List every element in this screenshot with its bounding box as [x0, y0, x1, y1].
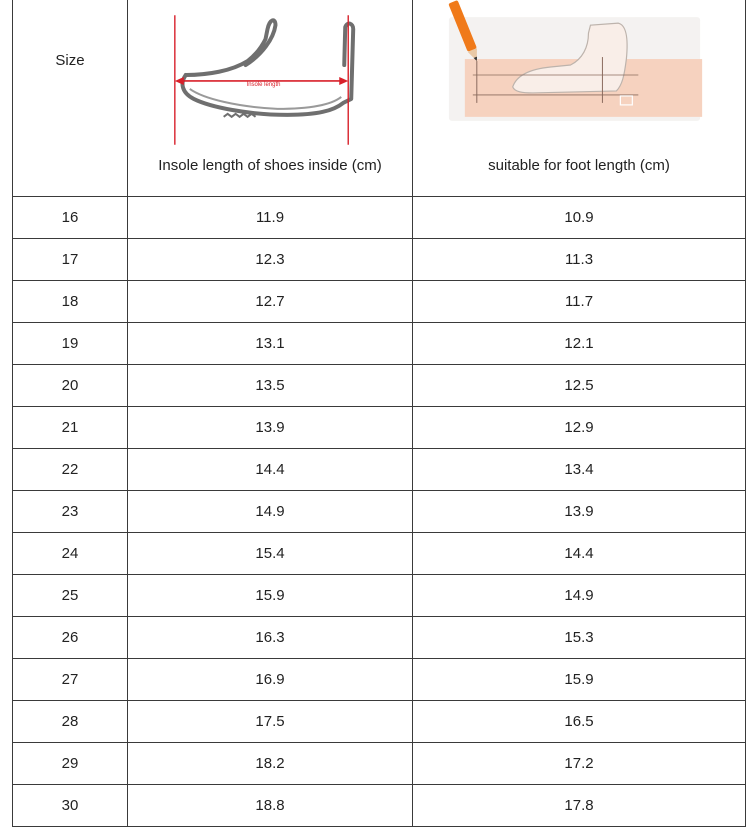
- foot-length-cell: 13.4: [413, 449, 746, 491]
- insole-header-cell: [128, 0, 413, 197]
- size-cell: 23: [13, 491, 128, 533]
- shoe-insole-diagram-icon: [128, 0, 412, 149]
- table-row: [13, 239, 746, 281]
- foot-length-cell: 15.3: [413, 617, 746, 659]
- foot-length-cell: 11.7: [413, 281, 746, 323]
- foot-length-cell: 14.9: [413, 575, 746, 617]
- insole-length-cell: 11.9: [128, 197, 413, 239]
- foot-length-cell: 17.8: [413, 785, 746, 827]
- foot-length-cell: 15.9: [413, 659, 746, 701]
- size-header-cell: [13, 0, 128, 197]
- insole-length-cell: 18.2: [128, 743, 413, 785]
- size-chart-table: [12, 0, 746, 827]
- size-cell: 17: [13, 239, 128, 281]
- table-row: [13, 491, 746, 533]
- table-row: [13, 743, 746, 785]
- foot-length-cell: 14.4: [413, 533, 746, 575]
- insole-length-cell: 16.9: [128, 659, 413, 701]
- foot-length-cell: 12.1: [413, 323, 746, 365]
- insole-length-cell: 14.4: [128, 449, 413, 491]
- size-cell: 29: [13, 743, 128, 785]
- foot-length-cell: 17.2: [413, 743, 746, 785]
- insole-length-cell: 13.1: [128, 323, 413, 365]
- foot-length-cell: 12.9: [413, 407, 746, 449]
- table-row: [13, 701, 746, 743]
- insole-length-cell: 13.5: [128, 365, 413, 407]
- size-cell: 16: [13, 197, 128, 239]
- header-row: [13, 0, 746, 197]
- foot-header-cell: [413, 0, 746, 197]
- table-row: [13, 617, 746, 659]
- foot-length-cell: 13.9: [413, 491, 746, 533]
- insole-length-cell: 18.8: [128, 785, 413, 827]
- size-header: Size: [55, 51, 85, 69]
- size-cell: 30: [13, 785, 128, 827]
- insole-length-diagram-label: Insole length: [246, 81, 281, 88]
- insole-length-cell: 12.7: [128, 281, 413, 323]
- insole-length-header: Insole length of shoes inside (cm): [158, 157, 382, 174]
- table-row: [13, 575, 746, 617]
- size-cell: 18: [13, 281, 128, 323]
- insole-length-cell: 15.4: [128, 533, 413, 575]
- foot-length-cell: 11.3: [413, 239, 746, 281]
- size-cell: 25: [13, 575, 128, 617]
- table-row: [13, 785, 746, 827]
- insole-length-cell: 14.9: [128, 491, 413, 533]
- insole-length-cell: 16.3: [128, 617, 413, 659]
- table-row: [13, 323, 746, 365]
- insole-length-cell: 15.9: [128, 575, 413, 617]
- table-row: [13, 533, 746, 575]
- size-cell: 24: [13, 533, 128, 575]
- table-row: [13, 449, 746, 491]
- size-cell: 19: [13, 323, 128, 365]
- size-cell: 27: [13, 659, 128, 701]
- table-row: [13, 407, 746, 449]
- foot-measure-diagram-icon: [413, 0, 745, 149]
- table-row: [13, 659, 746, 701]
- foot-length-header: suitable for foot length (cm): [488, 157, 670, 174]
- insole-length-cell: 12.3: [128, 239, 413, 281]
- table-row: [13, 197, 746, 239]
- size-cell: 22: [13, 449, 128, 491]
- table-row: [13, 365, 746, 407]
- size-cell: 26: [13, 617, 128, 659]
- foot-length-cell: 12.5: [413, 365, 746, 407]
- size-chart-body: [13, 0, 746, 827]
- foot-length-cell: 10.9: [413, 197, 746, 239]
- size-cell: 20: [13, 365, 128, 407]
- insole-length-cell: 13.9: [128, 407, 413, 449]
- table-row: [13, 281, 746, 323]
- size-cell: 28: [13, 701, 128, 743]
- size-cell: 21: [13, 407, 128, 449]
- foot-length-cell: 16.5: [413, 701, 746, 743]
- insole-length-cell: 17.5: [128, 701, 413, 743]
